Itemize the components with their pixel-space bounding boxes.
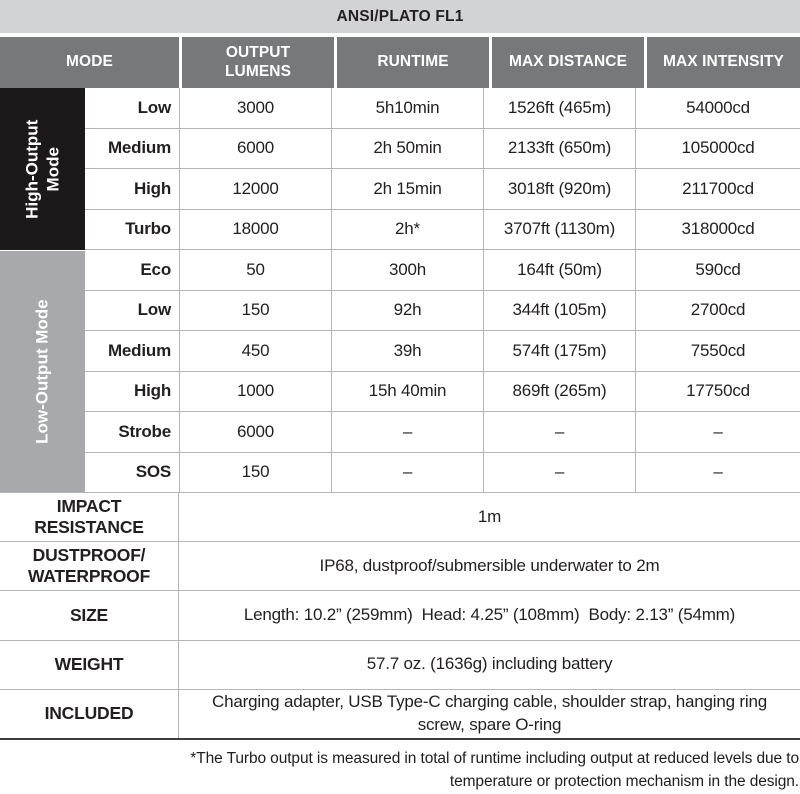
cell-max-distance: 3018ft (920m) — [483, 169, 635, 209]
spec-label: SIZE — [0, 591, 179, 639]
cell-max-intensity: 54000cd — [635, 88, 800, 128]
table-row-high-medium — [85, 129, 800, 170]
cell-max-intensity: 2700cd — [635, 291, 800, 331]
cell-mode: High — [134, 178, 171, 198]
cell-runtime: 5h10min — [331, 88, 483, 128]
col-header-output-lumens — [182, 37, 334, 88]
table-row-high-high — [85, 169, 800, 210]
cell-output-lumens: 12000 — [179, 169, 331, 209]
cell-max-intensity: 105000cd — [635, 129, 800, 169]
column-header-row — [0, 37, 800, 88]
cell-mode: SOS — [135, 462, 171, 482]
col-header-distance-text: MAX DISTANCE — [508, 53, 628, 71]
mode-data-grid — [0, 88, 800, 492]
cell-runtime: – — [331, 453, 483, 493]
cell-output-lumens: 18000 — [179, 210, 331, 250]
table-row-high-low — [85, 88, 800, 129]
cell-runtime: 92h — [331, 291, 483, 331]
table-row-high-turbo — [85, 210, 800, 251]
table-row-low-high — [85, 372, 800, 413]
table-row-low-eco — [85, 250, 800, 291]
col-header-runtime — [337, 37, 489, 88]
cell-mode: Low — [137, 97, 171, 117]
spec-value: 57.7 oz. (1636g) including battery — [366, 654, 613, 674]
cell-output-lumens: 450 — [179, 331, 331, 371]
table-title: ANSI/PLATO FL1 — [0, 0, 800, 33]
cell-max-distance: 3707ft (1130m) — [483, 210, 635, 250]
cell-max-intensity: 17750cd — [635, 372, 800, 412]
cell-mode: Medium — [107, 340, 171, 360]
col-header-mode — [0, 37, 179, 88]
table-row-low-strobe — [85, 412, 800, 453]
col-header-lumens-line2: LUMENS — [224, 62, 292, 80]
cell-runtime: 300h — [331, 250, 483, 290]
cell-max-distance: 869ft (265m) — [483, 372, 635, 412]
low-output-mode-label: Low-Output Mode — [32, 299, 52, 444]
col-header-lumens-line1: OUTPUT — [225, 43, 291, 61]
cell-max-distance: – — [483, 412, 635, 452]
cell-output-lumens: 50 — [179, 250, 331, 290]
cell-mode: High — [134, 381, 171, 401]
col-header-max-intensity — [647, 37, 800, 88]
cell-mode: Medium — [107, 138, 171, 158]
cell-mode: Low — [137, 300, 171, 320]
spec-label: INCLUDED — [0, 690, 179, 738]
cell-max-distance: – — [483, 453, 635, 493]
cell-max-distance: 2133ft (650m) — [483, 129, 635, 169]
cell-max-intensity: – — [635, 453, 800, 493]
mode-rows — [85, 88, 800, 492]
cell-output-lumens: 150 — [179, 453, 331, 493]
spec-row-impact-resistance — [0, 493, 800, 541]
col-header-mode-text: MODE — [66, 53, 113, 71]
cell-mode: Eco — [140, 259, 171, 279]
cell-output-lumens: 6000 — [179, 412, 331, 452]
cell-max-intensity: 211700cd — [635, 169, 800, 209]
cell-output-lumens: 1000 — [179, 372, 331, 412]
spec-label: WEIGHT — [0, 641, 179, 689]
cell-max-intensity: – — [635, 412, 800, 452]
table-row-low-sos — [85, 453, 800, 493]
cell-runtime: 2h 50min — [331, 129, 483, 169]
spec-label: IMPACT RESISTANCE — [0, 493, 179, 541]
cell-max-distance: 1526ft (465m) — [483, 88, 635, 128]
spec-row-size — [0, 590, 800, 639]
cell-output-lumens: 3000 — [179, 88, 331, 128]
cell-runtime: 2h 15min — [331, 169, 483, 209]
col-header-intensity-text: MAX INTENSITY — [662, 53, 784, 71]
cell-output-lumens: 150 — [179, 291, 331, 331]
high-output-mode-band — [0, 88, 85, 250]
cell-runtime: 2h* — [331, 210, 483, 250]
spec-value: Charging adapter, USB Type-C charging cable, shoulder strap, hanging ring screw, spare O-ring — [212, 691, 772, 734]
spec-label: DUSTPROOF/ WATERPROOF — [0, 542, 179, 590]
cell-runtime: 39h — [331, 331, 483, 371]
cell-mode: Strobe — [118, 421, 171, 441]
cell-output-lumens: 6000 — [179, 129, 331, 169]
high-output-mode-label: High-Output Mode — [22, 119, 63, 219]
table-row-low-medium — [85, 331, 800, 372]
cell-max-intensity: 318000cd — [635, 210, 800, 250]
low-output-mode-band — [0, 251, 85, 492]
spec-value: 1m — [477, 506, 502, 526]
cell-runtime: – — [331, 412, 483, 452]
cell-max-distance: 344ft (105m) — [483, 291, 635, 331]
turbo-footnote — [0, 740, 800, 794]
table-row-low-low — [85, 291, 800, 332]
spec-row-included — [0, 689, 800, 738]
spec-row-weight — [0, 640, 800, 689]
footnote-line-2: temperature or protection mechanism in the design. — [449, 773, 799, 791]
cell-max-distance: 164ft (50m) — [483, 250, 635, 290]
col-header-max-distance — [492, 37, 644, 88]
spec-value: IP68, dustproof/submersible underwater to 2m — [319, 555, 660, 575]
col-header-runtime-text: RUNTIME — [377, 53, 449, 71]
spec-row-dustproof-waterproof — [0, 541, 800, 590]
cell-runtime: 15h 40min — [331, 372, 483, 412]
cell-mode: Turbo — [125, 219, 171, 239]
spec-section — [0, 492, 800, 740]
cell-max-intensity: 7550cd — [635, 331, 800, 371]
spec-value: Length: 10.2” (259mm) Head: 4.25” (108mm) Body: 2.13” (54mm) — [243, 605, 736, 625]
cell-max-distance: 574ft (175m) — [483, 331, 635, 371]
footnote-line-1: *The Turbo output is measured in total of runtime including output at reduced levels due to — [190, 750, 799, 767]
cell-max-intensity: 590cd — [635, 250, 800, 290]
